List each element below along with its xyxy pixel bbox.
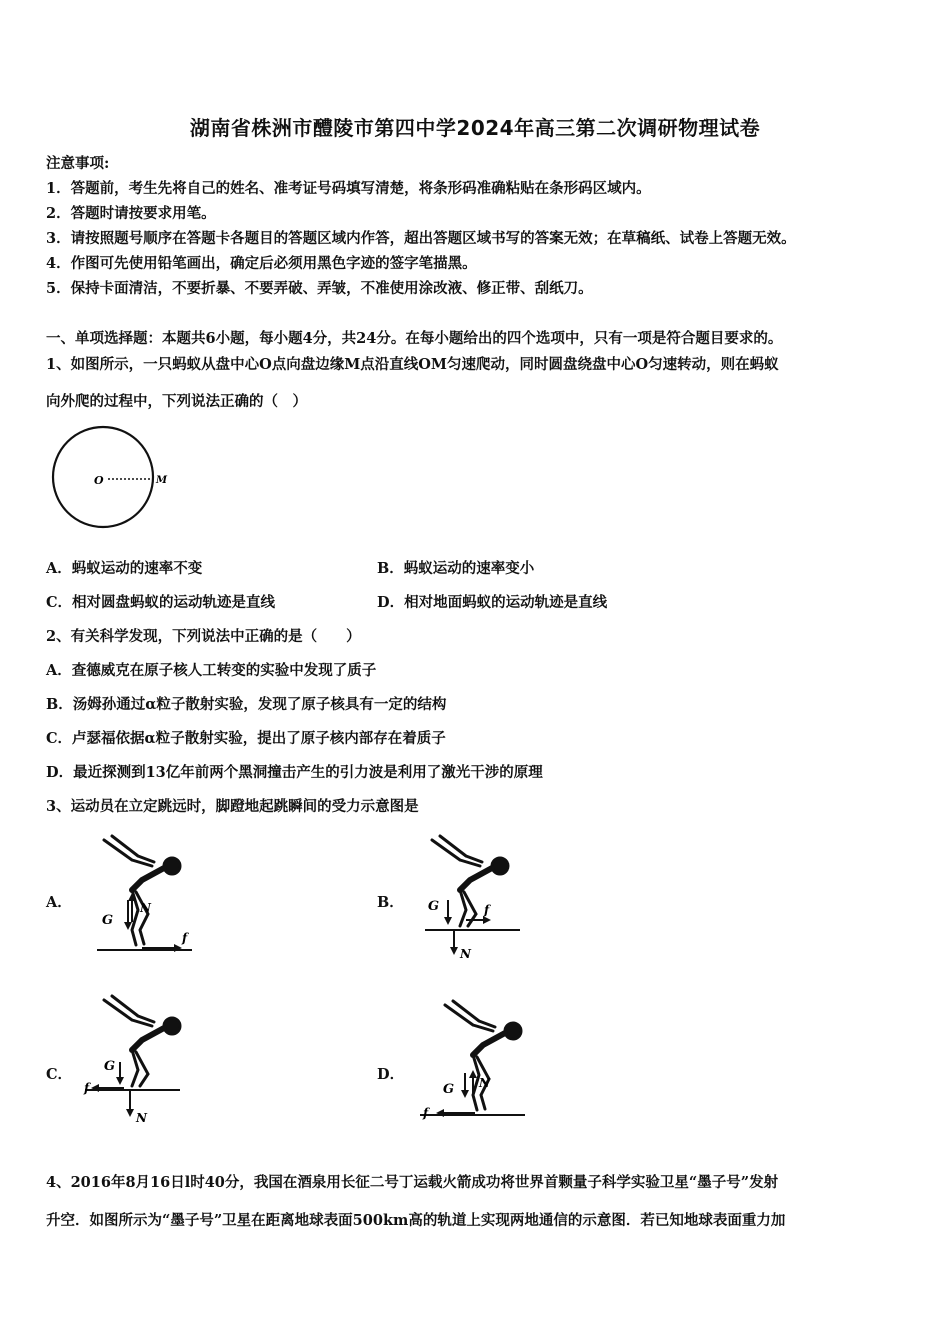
svg-text:N: N <box>479 1076 490 1090</box>
notice-item-5: 5．保持卡面清洁，不要折暴、不要弄破、弄皱，不准使用涂改液、修正带、刮纸刀。 <box>46 280 593 297</box>
notice-item-2: 2．答题时请按要求用笔。 <box>46 205 216 222</box>
q1-stem-line2: 向外爬的过程中，下列说法正确的（ ） <box>46 393 307 410</box>
q3-figure-c <box>80 990 190 1130</box>
section-header: 一、单项选择题：本题共6小题，每小题4分，共24分。在每小题给出的四个选项中，只有一项是符合题目要求的。 <box>46 330 783 347</box>
q3-stem: 3、运动员在立定跳远时，脚蹬地起跳瞬间的受力示意图是 <box>46 798 419 815</box>
q2-stem: 2、有关科学发现，下列说法中正确的是（ ） <box>46 628 361 645</box>
q3-option-a-label: A． <box>46 894 72 911</box>
label-o: O <box>94 474 104 487</box>
notice-item-1: 1．答题前，考生先将自己的姓名、准考证号码填写清楚，将条形码准确粘贴在条形码区域内。 <box>46 180 651 197</box>
q3-figure-d <box>415 995 535 1130</box>
athlete-figure <box>432 836 508 926</box>
notice-item-3: 3．请按照题号顺序在答题卡各题目的答题区域内作答，超出答题区域书写的答案无效；在草稿纸、试卷上答题无效。 <box>46 230 796 247</box>
q4-stem-line2: 升空．如图所示为“墨子号”卫星在距离地球表面500km高的轨道上实现两地通信的示意图．若已知地球表面重力加 <box>46 1212 786 1229</box>
svg-text:N: N <box>460 947 471 961</box>
page-title: 湖南省株洲市醴陵市第四中学2024年高三第二次调研物理试卷 <box>189 116 761 140</box>
q1-option-d: D．相对地面蚂蚁的运动轨迹是直线 <box>377 594 608 611</box>
q3-figure-b <box>420 830 530 965</box>
svg-text:f: f <box>484 903 490 917</box>
label-m: M <box>156 475 168 486</box>
q4-stem-line1: 4、2016年8月16日l时40分，我国在酒泉用长征二号丁运载火箭成功将世界首颗量子科学实验卫星“墨子号”发射 <box>46 1174 779 1191</box>
svg-text:N: N <box>136 1111 147 1125</box>
athlete-figure <box>104 996 180 1086</box>
notice-item-4: 4．作图可先使用铅笔画出，确定后必须用黑色字迹的签字笔描黑。 <box>46 255 477 272</box>
q2-option-b: B．汤姆孙通过α粒子散射实验，发现了原子核具有一定的结构 <box>46 696 447 713</box>
q1-stem-line1: 1、如图所示，一只蚂蚁从盘中心O点向盘边缘M点沿直线OM匀速爬动，同时圆盘绕盘中心O匀速转动，则在蚂蚁 <box>46 356 779 373</box>
q2-option-a: A．查德威克在原子核人工转变的实验中发现了质子 <box>46 662 377 679</box>
svg-text:f: f <box>423 1106 429 1120</box>
q3-option-c-label: C． <box>46 1066 73 1083</box>
svg-text:G: G <box>104 1059 116 1074</box>
svg-text:f: f <box>84 1081 90 1095</box>
svg-text:G: G <box>102 913 114 928</box>
q3-option-b-label: B． <box>377 894 404 911</box>
athlete-figure <box>104 836 180 945</box>
q3-option-d-label: D． <box>377 1066 405 1083</box>
svg-text:N: N <box>140 901 151 915</box>
svg-text:G: G <box>428 899 440 914</box>
svg-text:f: f <box>182 931 188 945</box>
athlete-figure <box>445 1001 521 1110</box>
q1-option-b: B．蚂蚁运动的速率变小 <box>377 560 535 577</box>
q2-option-c: C．卢瑟福依据α粒子散射实验，提出了原子核内部存在着质子 <box>46 730 446 747</box>
q1-disk-figure <box>46 425 186 535</box>
q2-option-d: D．最近探测到13亿年前两个黑洞撞击产生的引力波是利用了激光干涉的原理 <box>46 764 543 781</box>
notice-header: 注意事项: <box>46 155 110 172</box>
svg-text:G: G <box>443 1082 455 1097</box>
q1-option-a: A．蚂蚁运动的速率不变 <box>46 560 203 577</box>
q3-figure-a <box>92 830 202 960</box>
q1-option-c: C．相对圆盘蚂蚁的运动轨迹是直线 <box>46 594 276 611</box>
